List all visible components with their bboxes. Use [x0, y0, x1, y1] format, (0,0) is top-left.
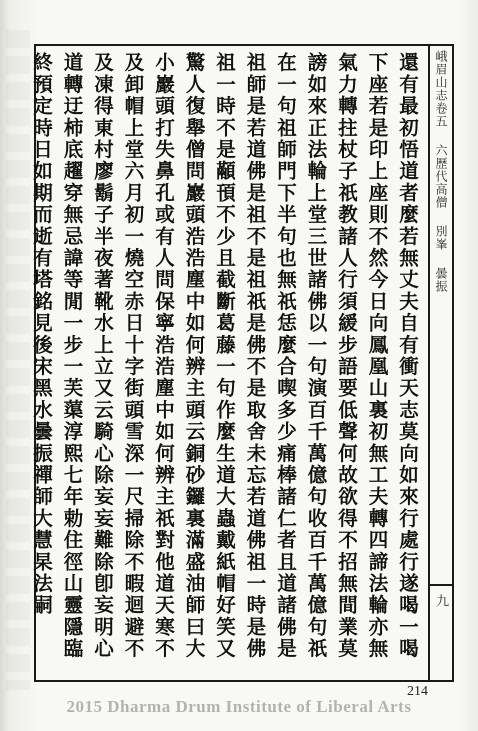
watermark: 2015 Dharma Drum Institute of Liberal Arts	[66, 697, 412, 716]
page-number-divider	[430, 584, 452, 586]
running-head-volume: 峨眉山志卷五	[434, 50, 448, 128]
running-head	[432, 50, 450, 293]
running-head-section: 六歷代高僧	[434, 144, 448, 209]
running-head-subsection: 別峯	[434, 225, 448, 251]
body-paragraph: 還有最初悟道者麼若無丈夫自有衝天志莫向如來行處行遂喝一喝下座若是印上座則不然今日向鳳凰山裏初無工夫轉四諦法輪亦無氣力轉拄杖子祇教諸人行須緩步語要低聲何故欲得不招無間業莫謗如來正法輪上堂三世諸佛以一句演百千萬億句收百千萬億句祇在一句祖師門下半句也無祇恁麼合喫多少痛棒諸仁者且道諸佛是祖師是若道佛是祖不是祖祇是佛不是取舍未忘若道佛祖一時是佛祖一時不是顢頇不少且截斷葛藤一句作麼生道大蟲戴紙帽好笑又驚人復舉僧問巖頭浩浩塵中如何辨主頭云銅砂鑼裏滿盛油師曰大小巖頭打失鼻孔或有人問保寧浩浩塵中如何辨主祇對他道天寒不及卸帽上堂六月初一燒空赤日十字街頭雪深一尺掃除不暇迴避不及凍得東村廖鬍子半夜著靴水上立又云騎心除妄妄難除卽妄明心道轉迂柿底趯穿無忌諱等閒一步一芙蕖淳熙七年勅住徑山靈隱臨終預定時日如期而逝有塔銘見後宋黑水曇振禪師大慧杲法嗣	[30, 52, 419, 660]
side-page-number: 九	[433, 594, 448, 607]
text-frame	[30, 44, 454, 682]
running-head-subject: 曇振	[434, 267, 448, 293]
page-number: 214	[407, 684, 428, 699]
body-text	[30, 52, 422, 672]
